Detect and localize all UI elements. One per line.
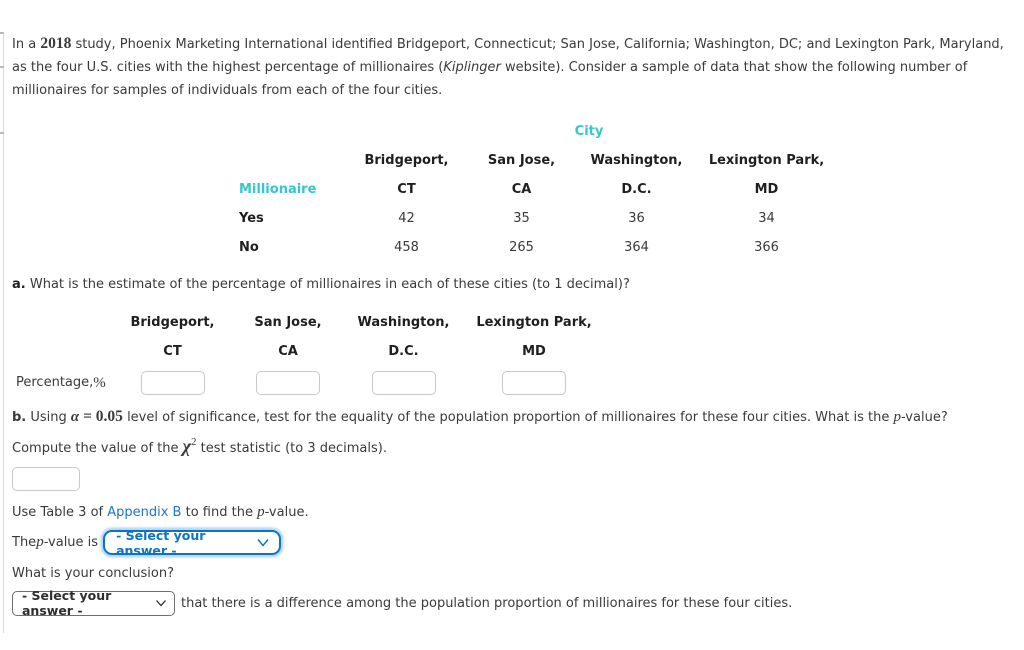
pa-column-header-washington-state: D.C. bbox=[388, 344, 419, 359]
part-a-label: a. bbox=[12, 277, 26, 292]
pane-divider bbox=[3, 32, 4, 633]
part-a-question: a. What is the estimate of the percentage of millionaires in each of these cities (to 1 decimal)? bbox=[12, 277, 630, 292]
column-header-bridgeport-state: CT bbox=[397, 182, 416, 197]
pa-column-header-sanjose: San Jose, bbox=[254, 315, 322, 330]
table-cell: 265 bbox=[509, 240, 534, 255]
compute-statistic-line: Compute the value of the $\chi^2$ test statistic (to 3 decimals). bbox=[12, 436, 387, 456]
column-header-sanjose: San Jose, bbox=[487, 153, 556, 168]
pa-column-header-bridgeport: Bridgeport, bbox=[130, 315, 215, 330]
table-cell: 34 bbox=[758, 211, 775, 226]
intro-line-1: In a 2018 study, Phoenix Marketing International identified Bridgeport, Connecticut; San Jose, California; Washington, DC; and Lexington Park, Maryland, bbox=[12, 35, 1004, 52]
column-header-bridgeport: Bridgeport, bbox=[364, 153, 449, 168]
chevron-down-icon bbox=[155, 599, 167, 607]
table-cell: 36 bbox=[628, 211, 645, 226]
conclusion-answer-row bbox=[12, 590, 1024, 616]
edge-artifact bbox=[0, 32, 4, 34]
millionaires-table bbox=[239, 117, 1024, 262]
p-symbol: p bbox=[36, 534, 44, 550]
edge-artifact bbox=[0, 132, 4, 134]
chevron-down-icon bbox=[256, 538, 270, 547]
row-label-no: No bbox=[239, 240, 259, 255]
intro-line-3: millionaires for samples of individuals from each of the four cities. bbox=[12, 83, 443, 98]
column-header-washington-state: D.C. bbox=[621, 182, 652, 197]
table-cell: 35 bbox=[513, 211, 530, 226]
chi-exponent: 2 bbox=[191, 436, 197, 448]
column-header-lexington: Lexington Park, bbox=[708, 153, 825, 168]
kiplinger-citation: Kiplinger bbox=[443, 60, 501, 75]
conclusion-question: What is your conclusion? bbox=[12, 566, 174, 581]
alpha-symbol: α bbox=[70, 409, 80, 425]
part-b-label: b. bbox=[12, 410, 27, 425]
appendix-b-link[interactable]: Appendix B bbox=[107, 505, 182, 520]
column-header-lexington-state: MD bbox=[754, 182, 779, 197]
problem-content bbox=[0, 32, 1024, 616]
p-value-answer-row: The p -value is - Select your answer - bbox=[12, 530, 1024, 555]
millionaire-row-header: Millionaire bbox=[239, 182, 317, 197]
year-value: 2018 bbox=[40, 35, 72, 52]
table-cell: 364 bbox=[624, 240, 649, 255]
pa-column-header-bridgeport-state: CT bbox=[163, 344, 182, 359]
chi-symbol: χ bbox=[182, 436, 192, 456]
table-cell: 42 bbox=[398, 211, 415, 226]
percent-symbol: % bbox=[93, 375, 106, 391]
p-value-select-label: - Select your answer - bbox=[116, 527, 206, 558]
chi-square-input[interactable] bbox=[12, 467, 80, 491]
alpha-value: = 0.05 bbox=[79, 408, 123, 425]
pa-column-header-washington: Washington, bbox=[357, 315, 450, 330]
conclusion-select-label: - Select your answer - bbox=[22, 588, 112, 618]
intro-paragraph bbox=[12, 32, 1024, 102]
table-cell: 458 bbox=[394, 240, 419, 255]
table-cell: 366 bbox=[754, 240, 779, 255]
edge-artifact bbox=[0, 66, 4, 68]
conclusion-select[interactable] bbox=[12, 588, 175, 618]
column-header-sanjose-state: CA bbox=[511, 182, 532, 197]
percentage-input-washington[interactable] bbox=[372, 371, 436, 395]
pa-column-header-lexington-state: MD bbox=[522, 344, 546, 359]
p-symbol: p bbox=[893, 409, 901, 425]
intro-line-2: as the four U.S. cities with the highest percentage of millionaires (Kiplinger website). Consider a sample of data that show the following number of bbox=[12, 60, 968, 75]
percentage-input-bridgeport[interactable] bbox=[141, 371, 205, 395]
conclusion-statement: that there is a difference among the population proportion of millionaires for these four cities. bbox=[181, 595, 793, 611]
part-b-question: b. Using α = 0.05 level of significance, test for the equality of the population proportion of millionaires for these four cities. What is the p-value? bbox=[12, 408, 948, 425]
pa-column-header-sanjose-state: CA bbox=[278, 344, 298, 359]
use-table-line: Use Table 3 of Appendix B to find the p-value. bbox=[12, 504, 309, 520]
city-group-header: City bbox=[574, 124, 604, 139]
percentage-input-sanjose[interactable] bbox=[256, 371, 320, 395]
column-header-washington: Washington, bbox=[590, 153, 683, 168]
percentage-answer-table bbox=[16, 308, 1024, 400]
p-symbol: p bbox=[257, 504, 265, 520]
row-label-yes: Yes bbox=[239, 211, 264, 226]
percentage-input-lexington[interactable] bbox=[502, 371, 566, 395]
percentage-row-label: Percentage, % bbox=[16, 366, 115, 400]
pa-column-header-lexington: Lexington Park, bbox=[476, 315, 592, 330]
